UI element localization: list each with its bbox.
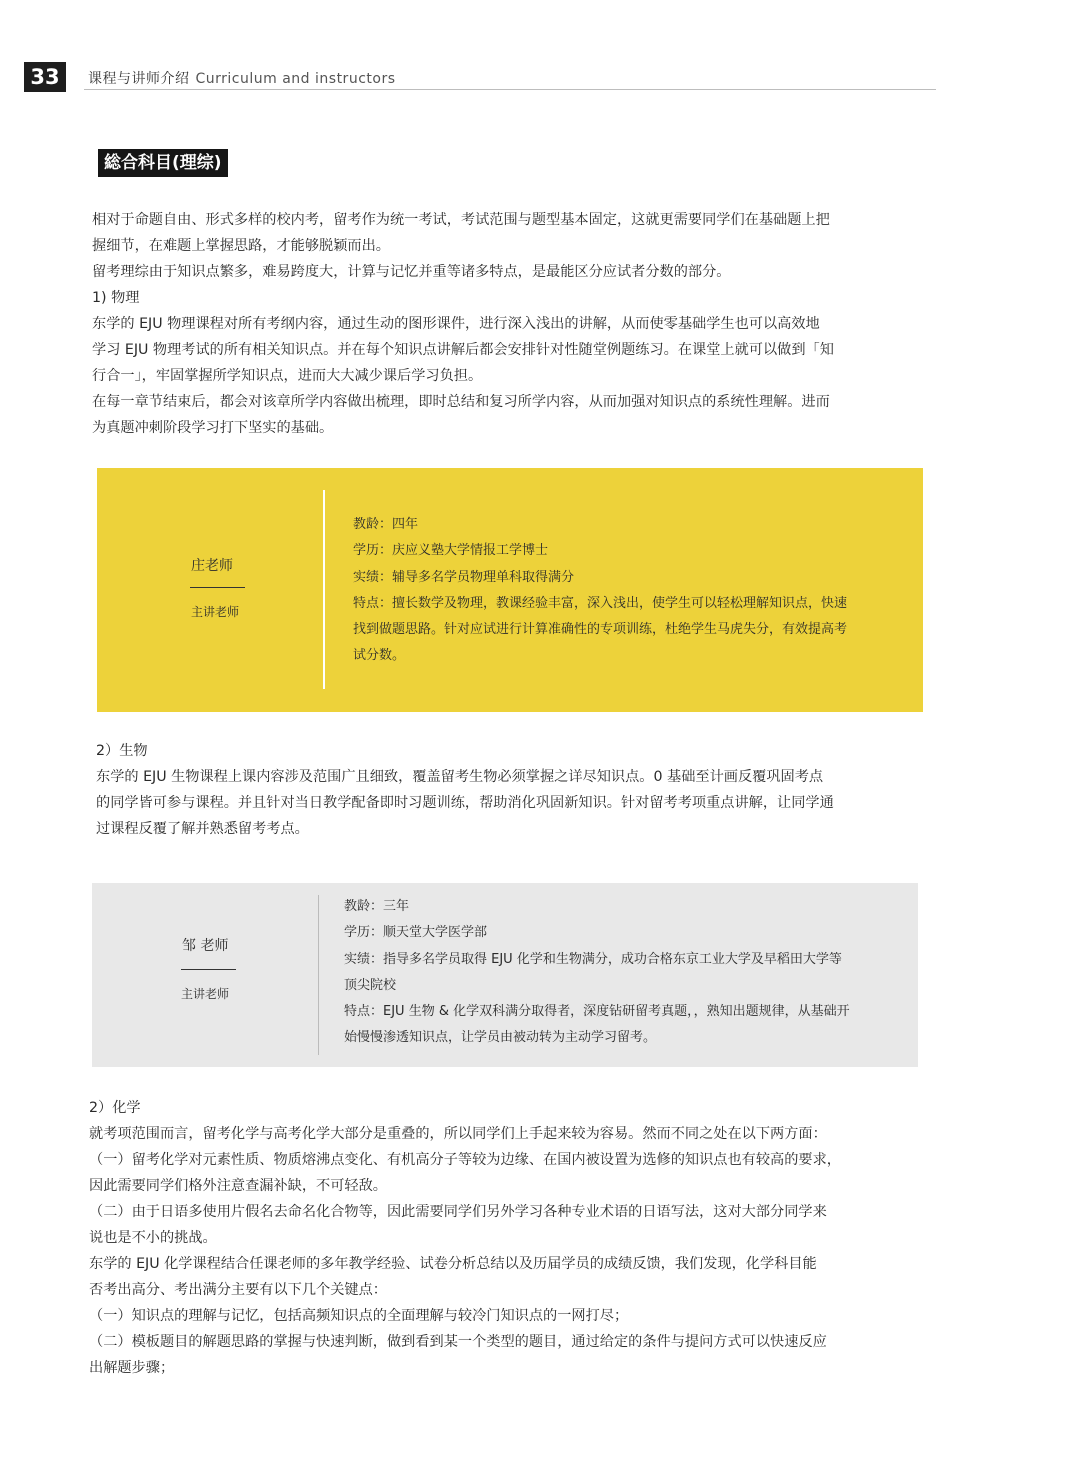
page-number: 33 [24,62,66,92]
detail-line: 特点：擅长数学及物理，教课经验丰富，深入浅出，使学生可以轻松理解知识点，快速 [353,595,848,611]
paragraph-line: 相对于命题自由、形式多样的校内考，留考作为统一考试，考试范围与题型基本固定，这就更需要同学们在基础题上把 [92,212,830,228]
detail-line: 试分数。 [353,648,406,664]
paragraph-line: 过课程反覆了解并熟悉留考考点。 [96,821,309,837]
detail-line: 学历：顺天堂大学医学部 [344,925,488,941]
header-divider [84,89,936,90]
name-underline [181,969,236,970]
section-title: 総合科目(理综) [98,149,228,177]
paragraph-line: 的同学皆可参与课程。并且针对当日教学配备即时习题训练，帮助消化巩固新知识。针对留考考项重点讲解，让同学通 [96,795,834,811]
detail-line: 始慢慢渗透知识点，让学员由被动转为主动学习留考。 [344,1030,657,1046]
paragraph-line: 因此需要同学们格外注意查漏补缺，不可轻敌。 [89,1178,387,1194]
header-title-en: Curriculum and instructors [195,71,396,87]
teacher-name: 邹 老师 [182,938,229,954]
teacher-details [344,894,850,1052]
subsection-heading-physics: 1) 物理 [92,290,140,306]
paragraph-line: 东学的 EJU 化学课程结合任课老师的多年教学经验、试卷分析总结以及历届学员的成绩反馈，我们发现，化学科目能 [89,1256,817,1272]
detail-line: 特点：EJU 生物 & 化学双科满分取得者，深度钻研留考真题，，熟知出题规律，从基础开 [344,1004,850,1020]
teacher-details [353,512,847,670]
paragraph-line: 东学的 EJU 生物课程上课内容涉及范围广且细致，覆盖留考生物必须掌握之详尽知识点。0 基础至计画反覆巩固考点 [96,769,824,785]
paragraph-line: 说也是不小的挑战。 [89,1230,217,1246]
teacher-role: 主讲老师 [181,987,230,1001]
paragraph-line: （一）知识点的理解与记忆，包括高频知识点的全面理解与较冷门知识点的一网打尽； [89,1308,629,1324]
paragraph-line: 留考理综由于知识点繁多，难易跨度大，计算与记忆并重等诸多特点，是最能区分应试者分数的部分。 [92,264,731,280]
name-underline [190,587,245,588]
header-title-cn: 课程与讲师介绍 [88,71,190,87]
card-divider [323,490,325,689]
subsection-heading-chemistry: 2）化学 [89,1100,141,1116]
card-divider [318,895,319,1055]
paragraph-line: 行合一」，牢固掌握所学知识点，进而大大减少课后学习负担。 [92,368,483,384]
paragraph-line: 握细节，在难题上掌握思路，才能够脱颖而出。 [92,238,390,254]
detail-line: 实绩：辅导多名学员物理单科取得满分 [353,569,575,585]
detail-line: 教龄：三年 [344,899,410,914]
paragraph-line: 出解题步骤； [89,1360,175,1376]
teacher-name: 庄老师 [191,558,233,574]
chemistry-text [89,1095,841,1381]
detail-line: 顶尖院校 [344,977,397,993]
paragraph-line: （二）模板题目的解题思路的掌握与快速判断，做到看到某一个类型的题目，通过给定的条件与提问方式可以快速反应 [89,1334,827,1350]
teacher-role: 主讲老师 [191,605,240,619]
paragraph-line: 为真题冲刺阶段学习打下坚实的基础。 [92,420,334,436]
paragraph-line: 就考项范围而言，留考化学与高考化学大部分是重叠的，所以同学们上手起来较为容易。然而不同之处在以下两方面： [89,1126,827,1142]
detail-line: 实绩：指导多名学员取得 EJU 化学和生物满分，成功合格东京工业大学及早稻田大学等 [344,951,842,967]
subsection-heading-biology: 2）生物 [96,743,148,759]
teacher-card-physics [97,468,923,712]
detail-line: 找到做题思路。针对应试进行计算准确性的专项训练，杜绝学生马虎失分，有效提高考 [353,622,848,638]
intro-physics-text [92,207,834,441]
paragraph-line: 学习 EJU 物理考试的所有相关知识点。并在每个知识点讲解后都会安排针对性随堂例题练习。在课堂上就可以做到「知 [92,342,834,358]
paragraph-line: （二）由于日语多使用片假名去命名化合物等，因此需要同学们另外学习各种专业术语的日语写法，这对大部分同学来 [89,1204,827,1220]
detail-line: 教龄：四年 [353,517,419,532]
header-title [88,68,396,88]
paragraph-line: 在每一章节结束后，都会对该章所学内容做出梳理，即时总结和复习所学内容，从而加强对知识点的系统性理解。进而 [92,394,830,410]
detail-line: 学历：庆应义塾大学情报工学博士 [353,543,549,559]
biology-text [96,738,834,842]
paragraph-line: 否考出高分、考出满分主要有以下几个关键点： [89,1282,387,1298]
paragraph-line: 东学的 EJU 物理课程对所有考纲内容，通过生动的图形课件，进行深入浅出的讲解，从而使零基础学生也可以高效地 [92,316,820,332]
paragraph-line: （一）留考化学对元素性质、物质熔沸点变化、有机高分子等较为边缘、在国内被设置为选修的知识点也有较高的要求， [89,1152,841,1168]
teacher-card-biology [92,883,918,1067]
